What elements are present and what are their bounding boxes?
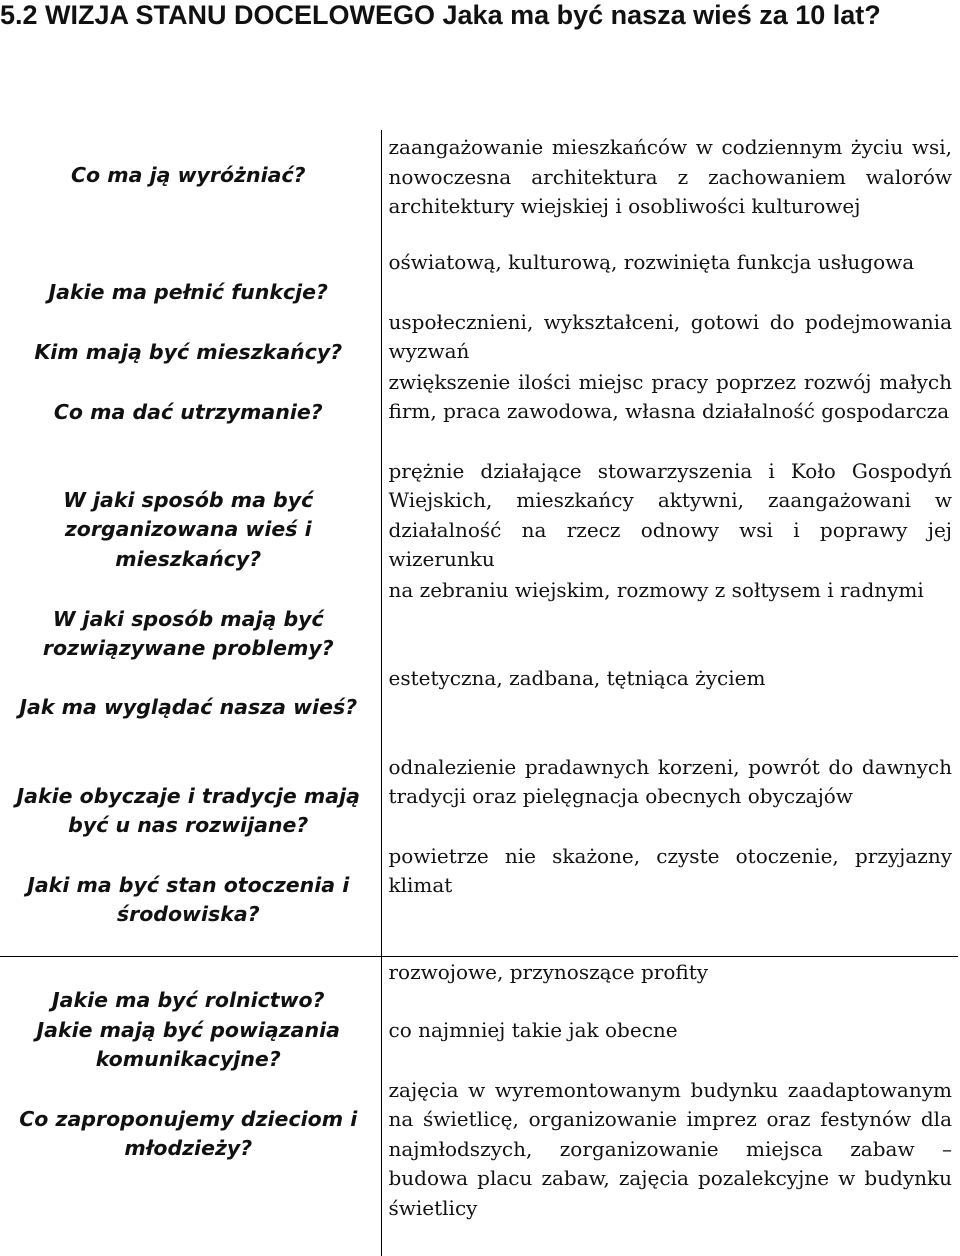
answer-text: co najmniej takie jak obecne — [388, 1017, 678, 1042]
table-row — [0, 308, 958, 368]
table-row — [0, 1076, 958, 1256]
question-cell — [0, 130, 381, 248]
table-row — [0, 248, 958, 308]
table-row — [0, 1016, 958, 1076]
answer-text: zajęcia w wyremontowanym budynku zaadaptowanym na świetlicę, organizowanie imprez oraz festynów dla najmłodszych, zorganizowanie miejsca zabaw – budowa placu zabaw, zajęcia pozalekcyjne w budynku świetlicy — [388, 1077, 952, 1220]
answer-cell — [381, 130, 958, 248]
answer-cell — [381, 248, 958, 308]
page-title: 5.2 WIZJA STANU DOCELOWEGO Jaka ma być nasza wieś za 10 lat? — [0, 0, 881, 30]
answer-cell — [381, 308, 958, 368]
answer-text: powietrze nie skażone, czyste otoczenie, przyjazny klimat — [388, 843, 952, 897]
question-text: Co ma ją wyróżniać? — [70, 163, 306, 187]
question-text: Jakie ma być rolnictwo? — [51, 988, 325, 1012]
answer-text: na zebraniu wiejskim, rozmowy z sołtysem i radnymi — [388, 577, 924, 602]
table-row — [0, 130, 958, 248]
answer-text: odnalezienie pradawnych korzeni, powrót do dawnych tradycji oraz pielęgnacja obecnych obyczajów — [388, 754, 952, 808]
answer-text: oświatową, kulturową, rozwinięta funkcja usługowa — [388, 250, 915, 274]
answer-cell — [381, 842, 958, 957]
table-row — [0, 664, 958, 753]
question-cell — [0, 753, 381, 842]
table-row — [0, 753, 958, 842]
question-text: W jaki sposób ma być zorganizowana wieś i mieszkańcy? — [63, 487, 314, 571]
question-text: Jakie mają być powiązania komunikacyjne? — [36, 1017, 340, 1071]
answer-text: prężnie działające stowarzyszenia i Koło Gospodyń Wiejskich, mieszkańcy aktywni, zaangażowani w działalność na rzecz odnowy wsi i poprawy jej wizerunku — [388, 458, 952, 571]
table-row — [0, 457, 958, 576]
question-cell — [0, 368, 381, 457]
table-row — [0, 842, 958, 957]
question-text: Kim mają być mieszkańcy? — [34, 339, 343, 364]
table-row — [0, 576, 958, 664]
question-text: W jaki sposób mają być rozwiązywane problemy? — [42, 606, 334, 660]
answer-cell — [381, 664, 958, 753]
question-cell — [0, 664, 381, 753]
question-text: Co zaproponujemy dzieciom i młodzieży? — [19, 1106, 358, 1160]
question-cell — [0, 957, 381, 1016]
table-row — [0, 368, 958, 457]
answer-text: zaangażowanie mieszkańców w codziennym życiu wsi, nowoczesna architektura z zachowaniem walorów architektury wiejskiej i osobliwości kulturowej — [388, 135, 952, 218]
table-row — [0, 957, 958, 1016]
answer-text: estetyczna, zadbana, tętniąca życiem — [388, 665, 766, 690]
question-text: Co ma dać utrzymanie? — [53, 399, 323, 424]
question-cell — [0, 457, 381, 576]
question-text: Jakie ma pełnić funkcje? — [48, 280, 328, 304]
question-cell — [0, 1076, 381, 1256]
answer-cell — [381, 957, 958, 1016]
answer-cell — [381, 457, 958, 576]
answer-text: rozwojowe, przynoszące profity — [388, 960, 709, 984]
question-cell — [0, 576, 381, 664]
vision-table — [0, 130, 958, 1256]
question-cell — [0, 1016, 381, 1076]
answer-cell — [381, 368, 958, 457]
answer-cell — [381, 753, 958, 842]
answer-cell — [381, 576, 958, 664]
question-cell — [0, 308, 381, 368]
question-text: Jak ma wyglądać nasza wieś? — [19, 694, 358, 719]
answer-text: zwiększenie ilości miejsc pracy poprzez rozwój małych firm, praca zawodowa, własna działalność gospodarcza — [388, 369, 952, 423]
question-text: Jakie obyczaje i tradycje mają być u nas rozwijane? — [16, 783, 360, 837]
answer-cell — [381, 1016, 958, 1076]
question-cell — [0, 842, 381, 957]
question-text: Jaki ma być stan otoczenia i środowiska? — [27, 872, 350, 926]
answer-text: uspołecznieni, wykształceni, gotowi do podejmowania wyzwań — [388, 309, 952, 363]
question-cell — [0, 248, 381, 308]
answer-cell — [381, 1076, 958, 1256]
